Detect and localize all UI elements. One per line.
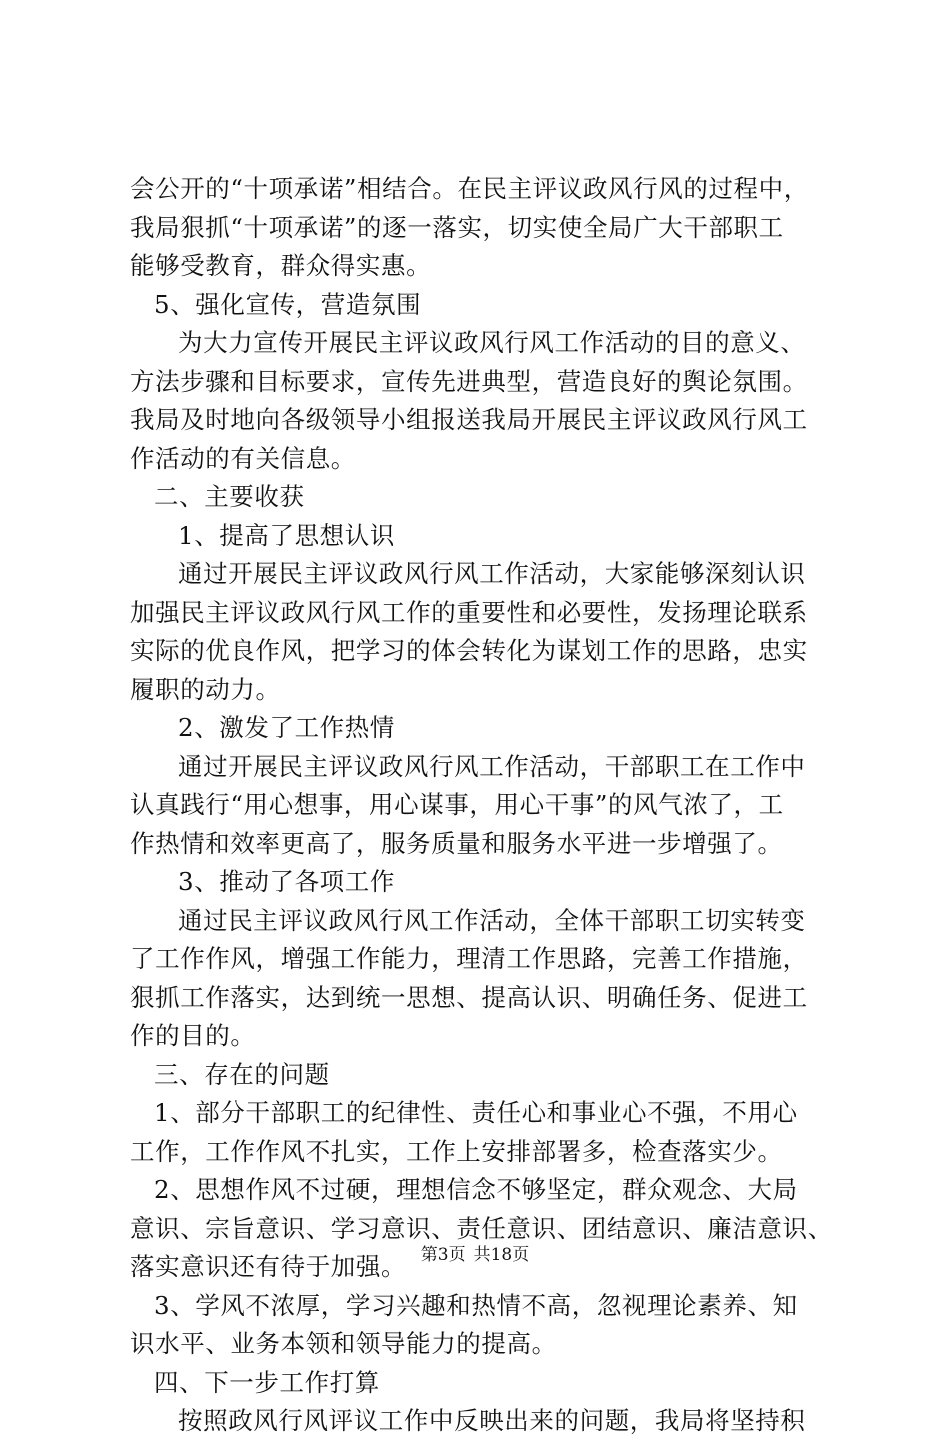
body-line: 作活动的有关信息。 <box>130 443 356 473</box>
body-line: 我局狠抓“十项承诺”的逐一落实，切实使全局广大干部职工 <box>130 212 784 242</box>
section-heading: 2、激发了工作热情 <box>178 713 395 742</box>
page-total: 共18页 <box>473 1245 530 1265</box>
body-line: 我局及时地向各级领导小组报送我局开展民主评议政风行风工 <box>130 405 808 434</box>
body-line: 识水平、业务本领和领导能力的提高。 <box>130 1329 557 1358</box>
section-heading: 四、下一步工作打算 <box>154 1367 380 1397</box>
body-line: 狠抓工作落实，达到统一思想、提高认识、明确任务、促进工 <box>130 982 808 1012</box>
paragraph-first-line: 通过开展民主评议政风行风工作活动，干部职工在工作中 <box>178 751 806 781</box>
body-line: 了工作作风，增强工作能力，理清工作思路，完善工作措施， <box>130 944 808 973</box>
section-heading: 三、存在的问题 <box>154 1059 330 1089</box>
section-heading: 3、推动了各项工作 <box>178 867 395 896</box>
body-line: 能够受教育，群众得实惠。 <box>130 251 432 280</box>
section-heading: 1、提高了思想认识 <box>178 520 395 550</box>
body-line: 作热情和效率更高了，服务质量和服务水平进一步增强了。 <box>130 828 783 858</box>
body-line: 意识、宗旨意识、学习意识、责任意识、团结意识、廉洁意识、 <box>130 1213 833 1243</box>
body-line: 加强民主评议政风行风工作的重要性和必要性，发扬理论联系 <box>130 597 808 627</box>
paragraph-first-line: 为大力宣传开展民主评议政风行风工作活动的目的意义、 <box>178 328 806 357</box>
section-heading: 二、主要收获 <box>154 482 305 511</box>
body-line: 作的目的。 <box>130 1021 256 1050</box>
body-line: 工作，工作作风不扎实，工作上安排部署多，检查落实少。 <box>130 1136 783 1166</box>
body-line: 落实意识还有待于加强。 <box>130 1252 407 1281</box>
section-heading: 5、强化宣传，营造氛围 <box>154 289 422 319</box>
paragraph-first-line: 3、学风不浓厚，学习兴趣和热情不高，忽视理论素养、知 <box>154 1290 798 1320</box>
paragraph-first-line: 通过开展民主评议政风行风工作活动，大家能够深刻认识 <box>178 559 806 588</box>
body-line: 实际的优良作风，把学习的体会转化为谋划工作的思路，忠实 <box>130 636 808 665</box>
body-line: 会公开的“十项承诺”相结合。在民主评议政风行风的过程中， <box>130 174 809 203</box>
body-line: 方法步骤和目标要求，宣传先进典型，营造良好的舆论氛围。 <box>130 366 808 396</box>
paragraph-first-line: 按照政风行风评议工作中反映出来的问题，我局将坚持积 <box>178 1406 806 1435</box>
paragraph-first-line: 1、部分干部职工的纪律性、责任心和事业心不强，不用心 <box>154 1098 798 1127</box>
paragraph-first-line: 通过民主评议政风行风工作活动，全体干部职工切实转变 <box>178 905 806 935</box>
paragraph-first-line: 2、思想作风不过硬，理想信念不够坚定，群众观念、大局 <box>154 1175 798 1204</box>
page-number: 第3页 <box>420 1245 466 1265</box>
page-footer <box>0 1243 950 1267</box>
body-line: 履职的动力。 <box>130 674 281 704</box>
body-line: 认真践行“用心想事，用心谋事，用心干事”的风气浓了，工 <box>130 790 784 819</box>
